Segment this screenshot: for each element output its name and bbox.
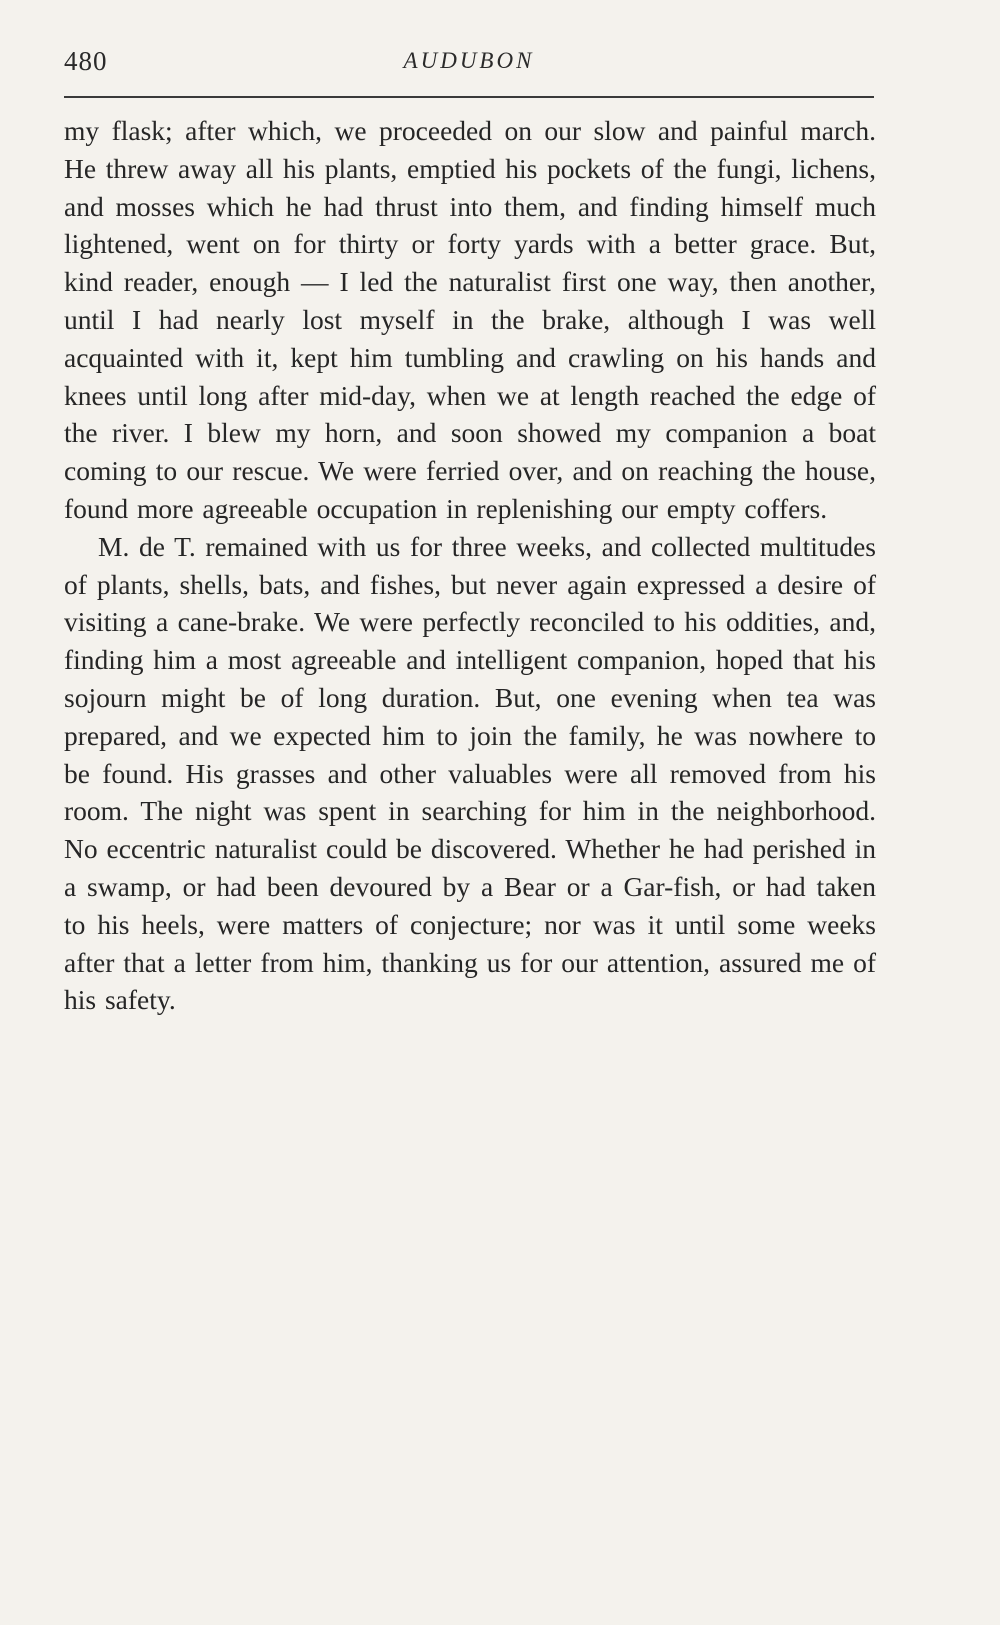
page-number: 480 [64, 46, 108, 76]
header-rule [64, 96, 874, 98]
page-header [64, 44, 874, 84]
paragraph: M. de T. remained with us for three weeks, and collected multitudes of plants, shells, bats, and fishes, but never again expressed a desire of visiting a cane-brake. We were perfectly reconciled to his oddities, and, finding him a most agreeable and intelligent companion, hoped that his sojourn might be of long duration. But, one evening when tea was prepared, and we expected him to join the family, he was nowhere to be found. His grasses and other valuables were all removed from his room. The night was spent in searching for him in the neighborhood. No eccentric naturalist could be discovered. Whether he had perished in a swamp, or had been devoured by a Bear or a Gar-fish, or had taken to his heels, were matters of conjecture; nor was it until some weeks after that a letter from him, thanking us for our attention, assured me of his safety. [64, 530, 876, 1016]
running-head: AUDUBON [403, 48, 535, 73]
body-text [64, 112, 876, 1019]
paragraph: my flask; after which, we proceeded on our slow and painful march. He threw away all his plants, emptied his pockets of the fungi, lichens, and mosses which he had thrust into them, and finding himself much lightened, went on for thirty or forty yards with a better grace. But, kind reader, enough — I led the naturalist first one way, then another, until I had nearly lost myself in the brake, although I was well acquainted with it, kept him tumbling and crawling on his hands and knees until long after mid-day, when we at length reached the edge of the river. I blew my horn, and soon showed my companion a boat coming to our rescue. We were ferried over, and on reaching the house, found more agreeable occupation in replenishing our empty coffers. [64, 115, 876, 524]
